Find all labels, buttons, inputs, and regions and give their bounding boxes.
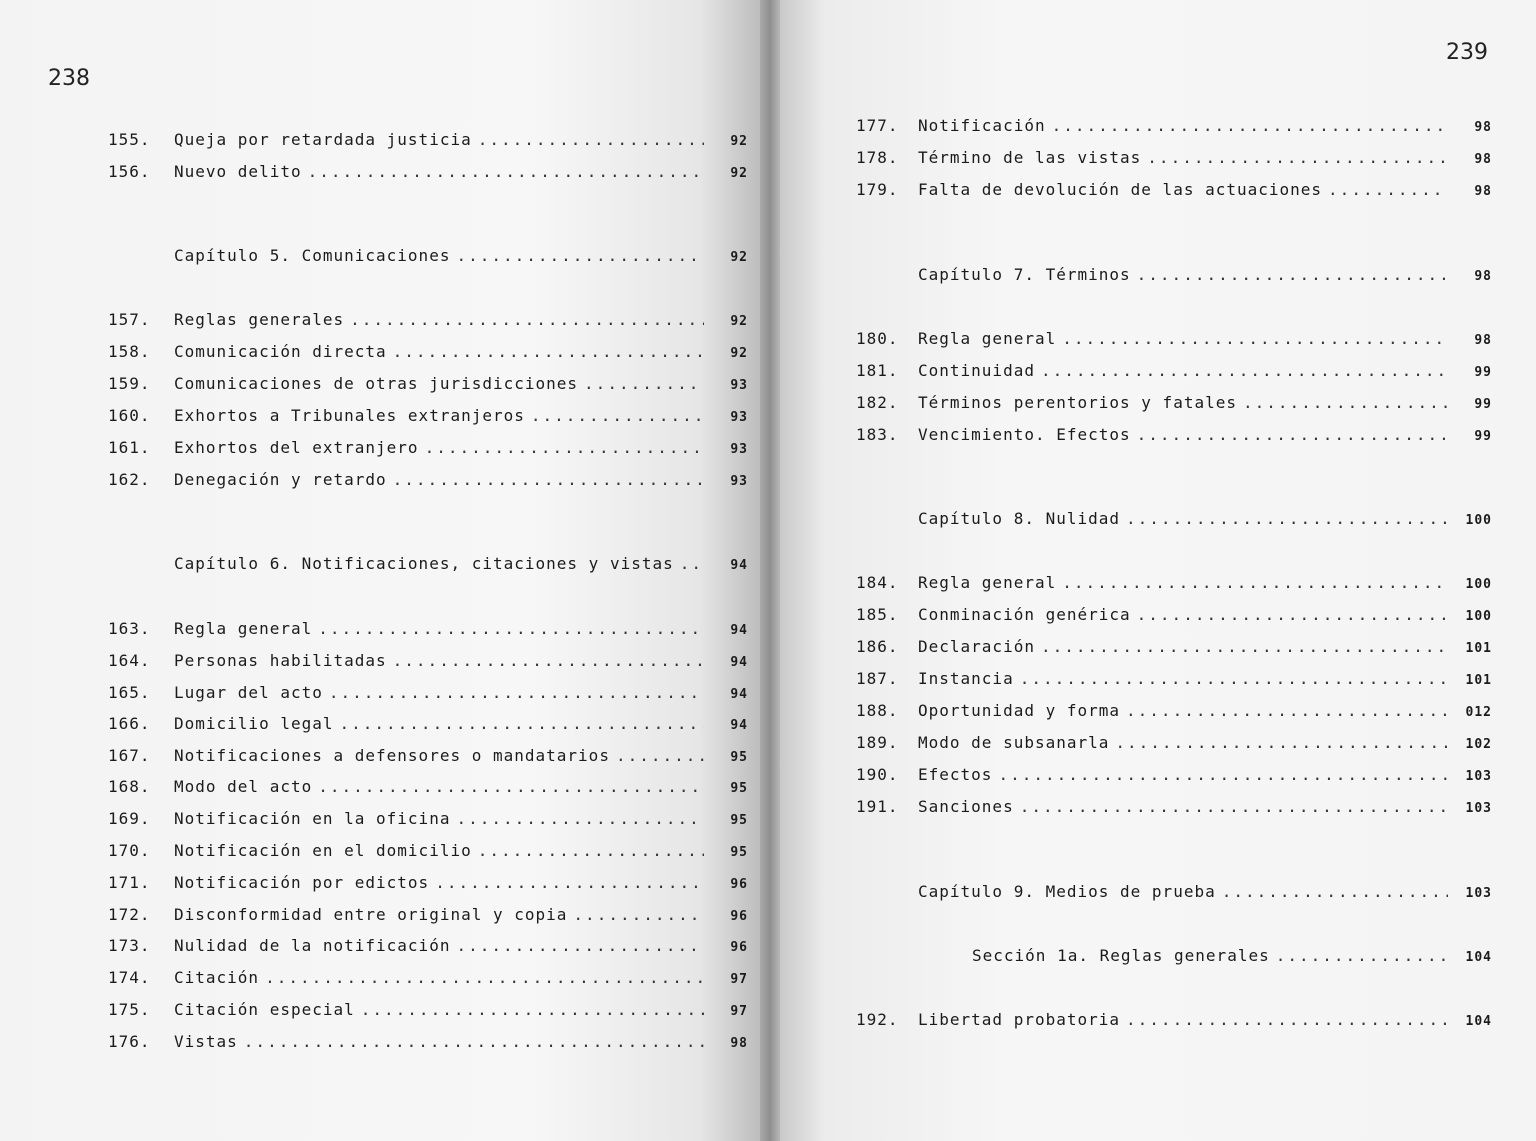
dot-leader: [1041, 361, 1448, 380]
entry-number: 184.: [856, 573, 899, 592]
entry-page: 92: [730, 134, 748, 149]
entry-title: Personas habilitadas: [174, 651, 387, 670]
dot-leader: [1052, 116, 1448, 135]
dot-leader: [616, 746, 704, 765]
dot-leader: [393, 470, 704, 489]
dot-leader: [680, 554, 704, 573]
entry-number: 167.: [108, 746, 151, 765]
entry-page: 103: [1465, 801, 1492, 816]
entry-number: 182.: [856, 393, 899, 412]
entry-title: Comunicación directa: [174, 342, 387, 361]
entry-title: Sanciones: [918, 797, 1014, 816]
entry-title: Vencimiento. Efectos: [918, 425, 1131, 444]
entry-title: Oportunidad y forma: [918, 701, 1121, 720]
toc-entry: [108, 968, 748, 987]
entry-page: 93: [730, 442, 748, 457]
entry-page: 100: [1465, 609, 1492, 624]
entry-number: 159.: [108, 374, 151, 393]
entry-page: 98: [1474, 184, 1492, 199]
dot-leader: [456, 936, 704, 955]
dot-leader: [1137, 265, 1448, 284]
entry-number: 170.: [108, 841, 151, 860]
entry-page: 95: [730, 750, 748, 765]
dot-leader: [318, 777, 704, 796]
chapter-heading: [856, 882, 1492, 901]
chapter-title: Capítulo 6. Notificaciones, citaciones y vistas: [174, 554, 674, 573]
entry-title: Término de las vistas: [918, 148, 1142, 167]
entry-page: 95: [730, 845, 748, 860]
dot-leader: [1243, 393, 1448, 412]
page-number-right: 239: [1446, 40, 1488, 65]
entry-page: 94: [730, 623, 748, 638]
entry-title: Nulidad de la notificación: [174, 936, 451, 955]
entry-page: 92: [730, 250, 748, 265]
toc-entry: [856, 148, 1492, 167]
entry-page: 93: [730, 410, 748, 425]
dot-leader: [584, 374, 704, 393]
entry-title: Notificaciones a defensores o mandatarios: [174, 746, 610, 765]
toc-entry: [108, 809, 748, 828]
dot-leader: [1062, 573, 1448, 592]
entry-title: Continuidad: [918, 361, 1035, 380]
toc-entry: [108, 1000, 748, 1019]
entry-number: 188.: [856, 701, 899, 720]
dot-leader: [1137, 425, 1448, 444]
entry-number: 176.: [108, 1032, 151, 1051]
chapter-title: Capítulo 9. Medios de prueba: [918, 882, 1216, 901]
entry-page: 101: [1465, 673, 1492, 688]
toc-entry: [856, 180, 1492, 199]
dot-leader: [1020, 797, 1448, 816]
entry-title: Queja por retardada justicia: [174, 130, 472, 149]
dot-leader: [1020, 669, 1448, 688]
chapter-title: Capítulo 7. Términos: [918, 265, 1131, 284]
entry-number: 177.: [856, 116, 899, 135]
dot-leader: [478, 130, 704, 149]
chapter-heading: [108, 246, 748, 265]
entry-title: Regla general: [918, 573, 1057, 592]
dot-leader: [425, 438, 704, 457]
entry-page: 98: [1474, 333, 1492, 348]
entry-title: Notificación en la oficina: [174, 809, 451, 828]
dot-leader: [531, 406, 704, 425]
entry-title: Falta de devolución de las actuaciones: [918, 180, 1323, 199]
entry-number: 189.: [856, 733, 899, 752]
toc-entry: [856, 669, 1492, 688]
dot-leader: [1137, 605, 1448, 624]
dot-leader: [340, 714, 705, 733]
chapter-title: Capítulo 5. Comunicaciones: [174, 246, 451, 265]
dot-leader: [1115, 733, 1448, 752]
entry-number: 171.: [108, 873, 151, 892]
dot-leader: [393, 651, 704, 670]
dot-leader: [456, 246, 704, 265]
entry-number: 155.: [108, 130, 151, 149]
toc-entry: [856, 637, 1492, 656]
entry-page: 99: [1474, 397, 1492, 412]
section-title: Sección 1a. Reglas generales: [972, 946, 1270, 965]
entry-number: 173.: [108, 936, 151, 955]
dot-leader: [1126, 701, 1448, 720]
entry-page: 94: [730, 655, 748, 670]
page-number-left: 238: [48, 66, 90, 91]
entry-title: Domicilio legal: [174, 714, 334, 733]
dot-leader: [1222, 882, 1448, 901]
toc-entry: [856, 765, 1492, 784]
entry-page: 99: [1474, 365, 1492, 380]
entry-page: 94: [730, 558, 748, 573]
entry-page: 98: [1474, 269, 1492, 284]
toc-entry: [856, 116, 1492, 135]
dot-leader: [1126, 1010, 1448, 1029]
dot-leader: [1147, 148, 1448, 167]
entry-page: 104: [1465, 950, 1492, 965]
entry-title: Términos perentorios y fatales: [918, 393, 1237, 412]
entry-title: Modo del acto: [174, 777, 313, 796]
entry-number: 175.: [108, 1000, 151, 1019]
entry-number: 174.: [108, 968, 151, 987]
entry-page: 96: [730, 877, 748, 892]
entry-number: 181.: [856, 361, 899, 380]
toc-entry: [108, 470, 748, 489]
dot-leader: [318, 619, 704, 638]
dot-leader: [244, 1032, 704, 1051]
dot-leader: [478, 841, 704, 860]
entry-number: 168.: [108, 777, 151, 796]
entry-number: 160.: [108, 406, 151, 425]
toc-entry: [108, 936, 748, 955]
entry-title: Instancia: [918, 669, 1014, 688]
entry-page: 96: [730, 940, 748, 955]
dot-leader: [998, 765, 1448, 784]
toc-entry: [108, 310, 748, 329]
toc-entry: [856, 329, 1492, 348]
toc-entry: [856, 1010, 1492, 1029]
toc-entry: [856, 733, 1492, 752]
entry-title: Vistas: [174, 1032, 238, 1051]
entry-page: 101: [1465, 641, 1492, 656]
entry-number: 156.: [108, 162, 151, 181]
dot-leader: [573, 905, 704, 924]
entry-title: Notificación por edictos: [174, 873, 430, 892]
dot-leader: [265, 968, 704, 987]
toc-entry: [856, 701, 1492, 720]
entry-page: 93: [730, 474, 748, 489]
entry-page: 103: [1465, 886, 1492, 901]
toc-entry: [108, 619, 748, 638]
entry-number: 161.: [108, 438, 151, 457]
toc-entry: [108, 714, 748, 733]
dot-leader: [350, 310, 704, 329]
entry-number: 178.: [856, 148, 899, 167]
entry-title: Regla general: [918, 329, 1057, 348]
entry-number: 183.: [856, 425, 899, 444]
entry-title: Disconformidad entre original y copia: [174, 905, 568, 924]
entry-title: Conminación genérica: [918, 605, 1131, 624]
dot-leader: [435, 873, 704, 892]
entry-number: 179.: [856, 180, 899, 199]
chapter-title: Capítulo 8. Nulidad: [918, 509, 1121, 528]
dot-leader: [1126, 509, 1448, 528]
entry-number: 164.: [108, 651, 151, 670]
toc-entry: [856, 797, 1492, 816]
entry-title: Notificación: [918, 116, 1046, 135]
entry-title: Libertad probatoria: [918, 1010, 1121, 1029]
entry-title: Nuevo delito: [174, 162, 302, 181]
toc-entry: [108, 342, 748, 361]
right-page: [780, 0, 1536, 1141]
dot-leader: [393, 342, 704, 361]
chapter-heading: [856, 265, 1492, 284]
entry-page: 92: [730, 346, 748, 361]
entry-title: Comunicaciones de otras jurisdicciones: [174, 374, 579, 393]
entry-number: 180.: [856, 329, 899, 348]
toc-entry: [108, 873, 748, 892]
entry-page: 99: [1474, 429, 1492, 444]
dot-leader: [1276, 946, 1448, 965]
chapter-heading: [108, 554, 748, 573]
entry-title: Denegación y retardo: [174, 470, 387, 489]
dot-leader: [329, 683, 704, 702]
entry-title: Modo de subsanarla: [918, 733, 1110, 752]
entry-page: 94: [730, 687, 748, 702]
toc-entry: [108, 841, 748, 860]
entry-title: Citación especial: [174, 1000, 355, 1019]
toc-entry: [108, 905, 748, 924]
entry-page: 012: [1465, 705, 1492, 720]
toc-entry: [856, 425, 1492, 444]
dot-leader: [1062, 329, 1448, 348]
toc-entry: [108, 651, 748, 670]
entry-number: 190.: [856, 765, 899, 784]
toc-entry: [856, 393, 1492, 412]
entry-page: 102: [1465, 737, 1492, 752]
entry-title: Regla general: [174, 619, 313, 638]
dot-leader: [456, 809, 704, 828]
entry-title: Exhortos del extranjero: [174, 438, 419, 457]
entry-page: 93: [730, 378, 748, 393]
entry-number: 185.: [856, 605, 899, 624]
toc-entry: [108, 406, 748, 425]
entry-number: 191.: [856, 797, 899, 816]
toc-entry: [856, 605, 1492, 624]
entry-number: 192.: [856, 1010, 899, 1029]
dot-leader: [361, 1000, 704, 1019]
toc-entry: [108, 683, 748, 702]
entry-number: 169.: [108, 809, 151, 828]
dot-leader: [1041, 637, 1448, 656]
entry-number: 163.: [108, 619, 151, 638]
toc-entry: [108, 777, 748, 796]
toc-entry: [856, 573, 1492, 592]
entry-page: 104: [1465, 1014, 1492, 1029]
toc-entry: [108, 1032, 748, 1051]
entry-page: 97: [730, 1004, 748, 1019]
book-gutter: [760, 0, 780, 1141]
entry-number: 157.: [108, 310, 151, 329]
entry-number: 172.: [108, 905, 151, 924]
entry-title: Efectos: [918, 765, 993, 784]
entry-page: 92: [730, 166, 748, 181]
dot-leader: [308, 162, 704, 181]
entry-page: 97: [730, 972, 748, 987]
toc-entry: [108, 374, 748, 393]
entry-title: Reglas generales: [174, 310, 345, 329]
chapter-heading: [856, 509, 1492, 528]
toc-entry: [108, 130, 748, 149]
entry-number: 186.: [856, 637, 899, 656]
left-page: [0, 0, 760, 1141]
entry-number: 165.: [108, 683, 151, 702]
entry-number: 158.: [108, 342, 151, 361]
entry-title: Exhortos a Tribunales extranjeros: [174, 406, 525, 425]
entry-page: 98: [1474, 152, 1492, 167]
entry-number: 166.: [108, 714, 151, 733]
entry-page: 100: [1465, 577, 1492, 592]
entry-page: 95: [730, 781, 748, 796]
entry-title: Notificación en el domicilio: [174, 841, 472, 860]
entry-page: 95: [730, 813, 748, 828]
entry-page: 100: [1465, 513, 1492, 528]
toc-entry: [108, 438, 748, 457]
entry-page: 94: [730, 718, 748, 733]
entry-page: 98: [730, 1036, 748, 1051]
dot-leader: [1328, 180, 1448, 199]
entry-title: Declaración: [918, 637, 1035, 656]
entry-page: 98: [1474, 120, 1492, 135]
entry-title: Citación: [174, 968, 260, 987]
toc-entry: [108, 162, 748, 181]
section-heading: [856, 946, 1492, 965]
toc-entry: [856, 361, 1492, 380]
toc-entry: [108, 746, 748, 765]
entry-page: 96: [730, 909, 748, 924]
entry-number: 187.: [856, 669, 899, 688]
entry-page: 103: [1465, 769, 1492, 784]
entry-page: 92: [730, 314, 748, 329]
entry-title: Lugar del acto: [174, 683, 323, 702]
entry-number: 162.: [108, 470, 151, 489]
